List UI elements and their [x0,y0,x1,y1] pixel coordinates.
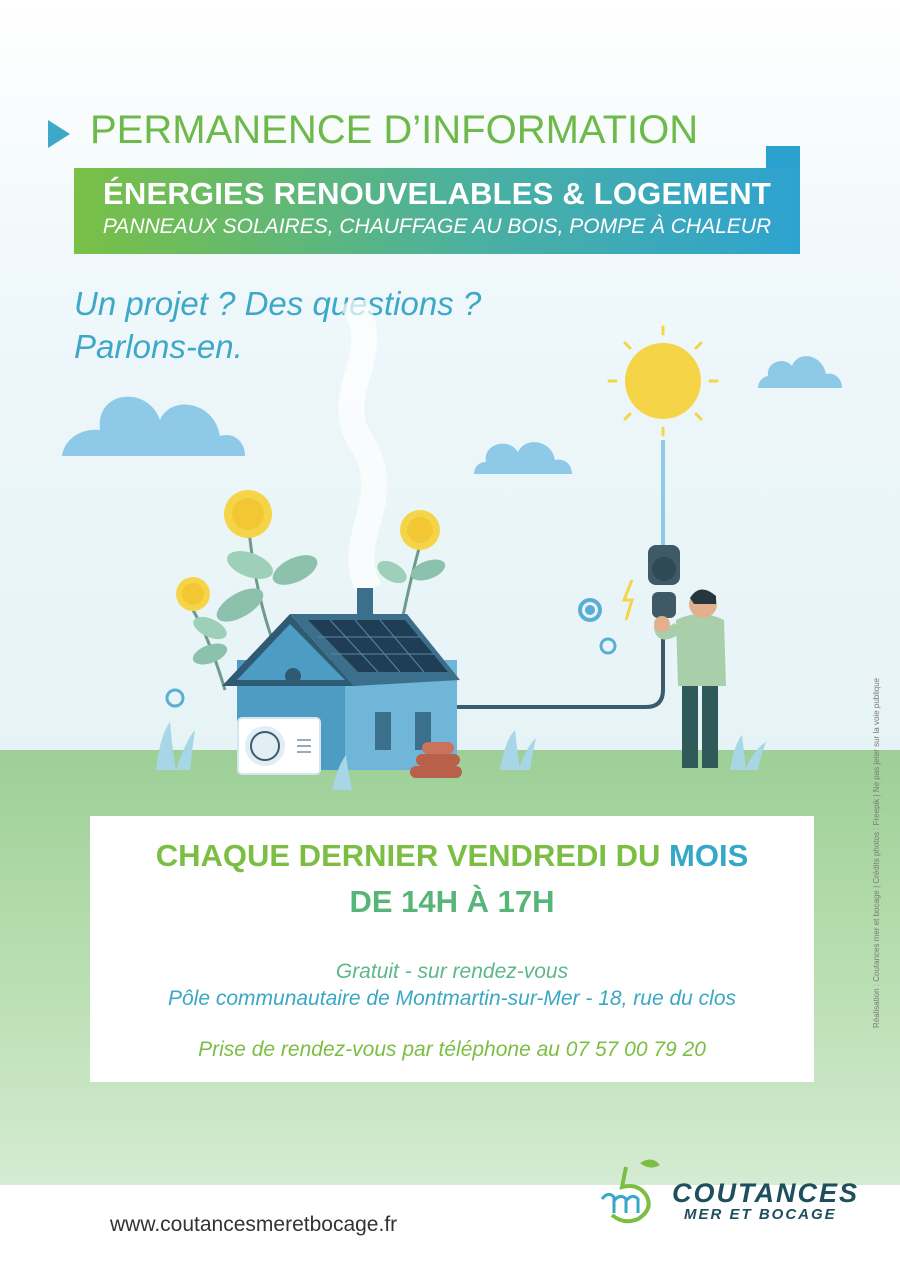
tagline-line-2: Parlons-en. [74,328,243,365]
plug-icon [648,545,680,618]
logo-subname: MER ET BOCAGE [684,1206,837,1223]
illustration [0,300,900,820]
gear-icon [167,690,183,706]
gear-icon [601,639,615,653]
cloud-icon [758,356,842,388]
lightning-icon [624,580,632,620]
credits-text: Réalisation : Coutances mer et bocage | Crédits photos : Freepik | Ne pas jeter sur la voie publique [872,677,881,1028]
title-banner [74,168,800,254]
phone-line[interactable]: Prise de rendez-vous par téléphone au 07 57 00 79 20 [198,1038,706,1061]
info-card [90,816,814,1082]
price-line: Gratuit - sur rendez-vous [335,960,569,983]
banner-title: ÉNERGIES RENOUVELABLES & LOGEMENT [103,176,771,211]
gear-icon [580,600,600,620]
cloud-icon [62,397,245,456]
address-line: Pôle communautaire de Montmartin-sur-Mer - 18, rue du clos [167,987,736,1010]
flower-icon [176,577,230,690]
cloud-icon [474,442,572,474]
hours-heading: DE 14H À 17H [349,884,555,919]
sun-icon [609,327,717,435]
website-link[interactable]: www.coutancesmeretbocage.fr [110,1213,398,1236]
schedule-text: CHAQUE DERNIER VENDREDI DU [155,838,661,873]
schedule-text-highlight: MOIS [669,838,749,873]
logo-icon [598,1157,670,1227]
banner-subtitle: PANNEAUX SOLAIRES, CHAUFFAGE AU BOIS, POMPE À CHALEUR [102,215,772,238]
play-arrow-icon [48,120,70,148]
power-cable [455,620,663,707]
schedule-heading [90,838,814,874]
heat-pump-icon [238,718,320,774]
tagline-line-1: Un projet ? Des questions ? [74,285,482,322]
logo-name: COUTANCES [672,1178,860,1208]
smoke-plume [350,300,374,590]
page-title: PERMANENCE D’INFORMATION [90,108,699,152]
